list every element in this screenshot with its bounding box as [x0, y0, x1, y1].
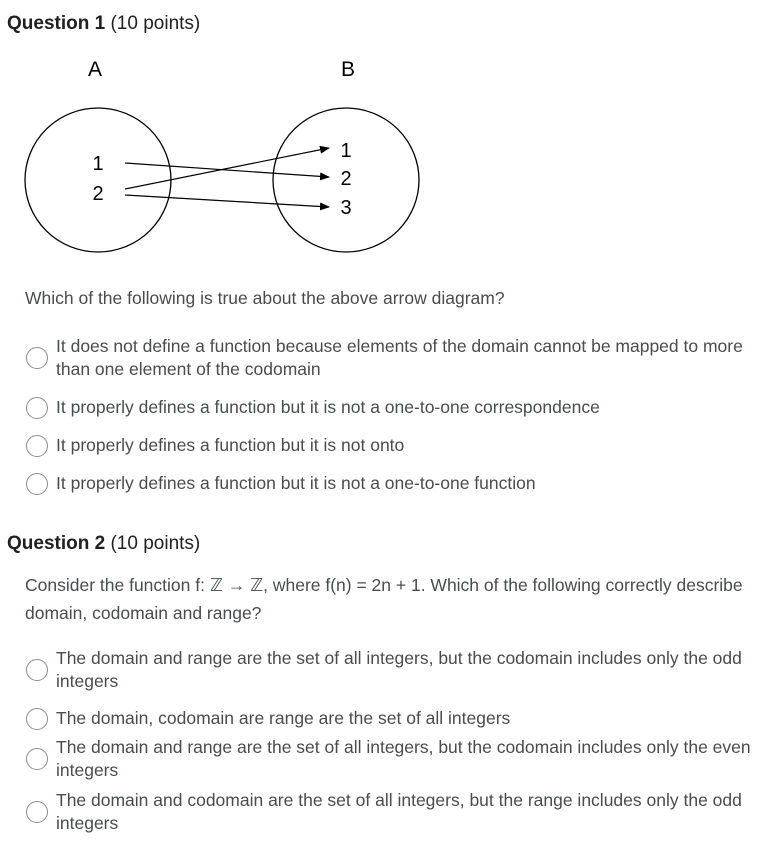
question-1-number: Question 1: [7, 13, 106, 34]
question-2-title: [7, 533, 200, 555]
q2-option-4-label[interactable]: The domain and codomain are the set of all integers, but the range includes only the odd integers: [56, 790, 742, 833]
arrow-diagram: [0, 50, 460, 260]
q2-option-1[interactable]: [26, 647, 756, 693]
arrow-1-to-2: [125, 163, 329, 177]
q1-option-4-label[interactable]: It properly defines a function but it is not a one-to-one function: [56, 473, 536, 493]
q1-option-1-radio[interactable]: [26, 347, 48, 369]
question-2-number: Question 2: [7, 533, 106, 554]
question-1-title: [7, 13, 200, 35]
q1-option-3-radio[interactable]: [26, 435, 48, 457]
q2-option-3[interactable]: [26, 736, 756, 782]
domain-element-2: 2: [92, 183, 104, 205]
q2-option-2-label[interactable]: The domain, codomain are range are the set of all integers: [56, 708, 511, 728]
q2-option-1-radio[interactable]: [26, 659, 48, 681]
codomain-element-1: 1: [340, 140, 352, 162]
domain-set-circle: [25, 108, 171, 252]
codomain-set-label: B: [340, 58, 356, 81]
arrow-2-to-3: [125, 195, 329, 207]
q2-option-3-label[interactable]: The domain and range are the set of all integers, but the codomain includes only the even integers: [56, 737, 751, 780]
question-2-prompt: Consider the function f: ℤ → ℤ, where f(n) = 2n + 1. Which of the following correctly describe domain, codomain and range?: [25, 575, 743, 623]
q1-option-1-label[interactable]: It does not define a function because elements of the domain cannot be mapped to more than one element of the codomain: [56, 336, 743, 379]
q1-option-2-radio[interactable]: [26, 397, 48, 419]
question-1-points: (10 points): [110, 13, 201, 34]
q2-option-2[interactable]: [26, 707, 756, 730]
codomain-element-3: 3: [340, 197, 352, 219]
q2-option-3-radio[interactable]: [26, 748, 48, 770]
q2-option-4-radio[interactable]: [26, 801, 48, 823]
arrow-2-to-1: [125, 148, 329, 189]
q1-option-3[interactable]: [26, 434, 756, 457]
codomain-element-2: 2: [340, 168, 352, 190]
q2-option-1-label[interactable]: The domain and range are the set of all integers, but the codomain includes only the odd integers: [56, 648, 742, 691]
domain-element-1: 1: [92, 153, 104, 175]
q1-option-3-label[interactable]: It properly defines a function but it is not onto: [56, 435, 405, 455]
question-2-points: (10 points): [110, 533, 201, 554]
domain-set-label: A: [87, 58, 103, 81]
q2-option-2-radio[interactable]: [26, 708, 48, 730]
q1-option-4[interactable]: [26, 472, 756, 495]
question-1-prompt: Which of the following is true about the above arrow diagram?: [25, 288, 505, 308]
q1-option-1[interactable]: [26, 335, 756, 381]
q2-option-4[interactable]: [26, 789, 756, 835]
q1-option-2[interactable]: [26, 396, 756, 419]
q1-option-4-radio[interactable]: [26, 473, 48, 495]
q1-option-2-label[interactable]: It properly defines a function but it is not a one-to-one correspondence: [56, 397, 600, 417]
